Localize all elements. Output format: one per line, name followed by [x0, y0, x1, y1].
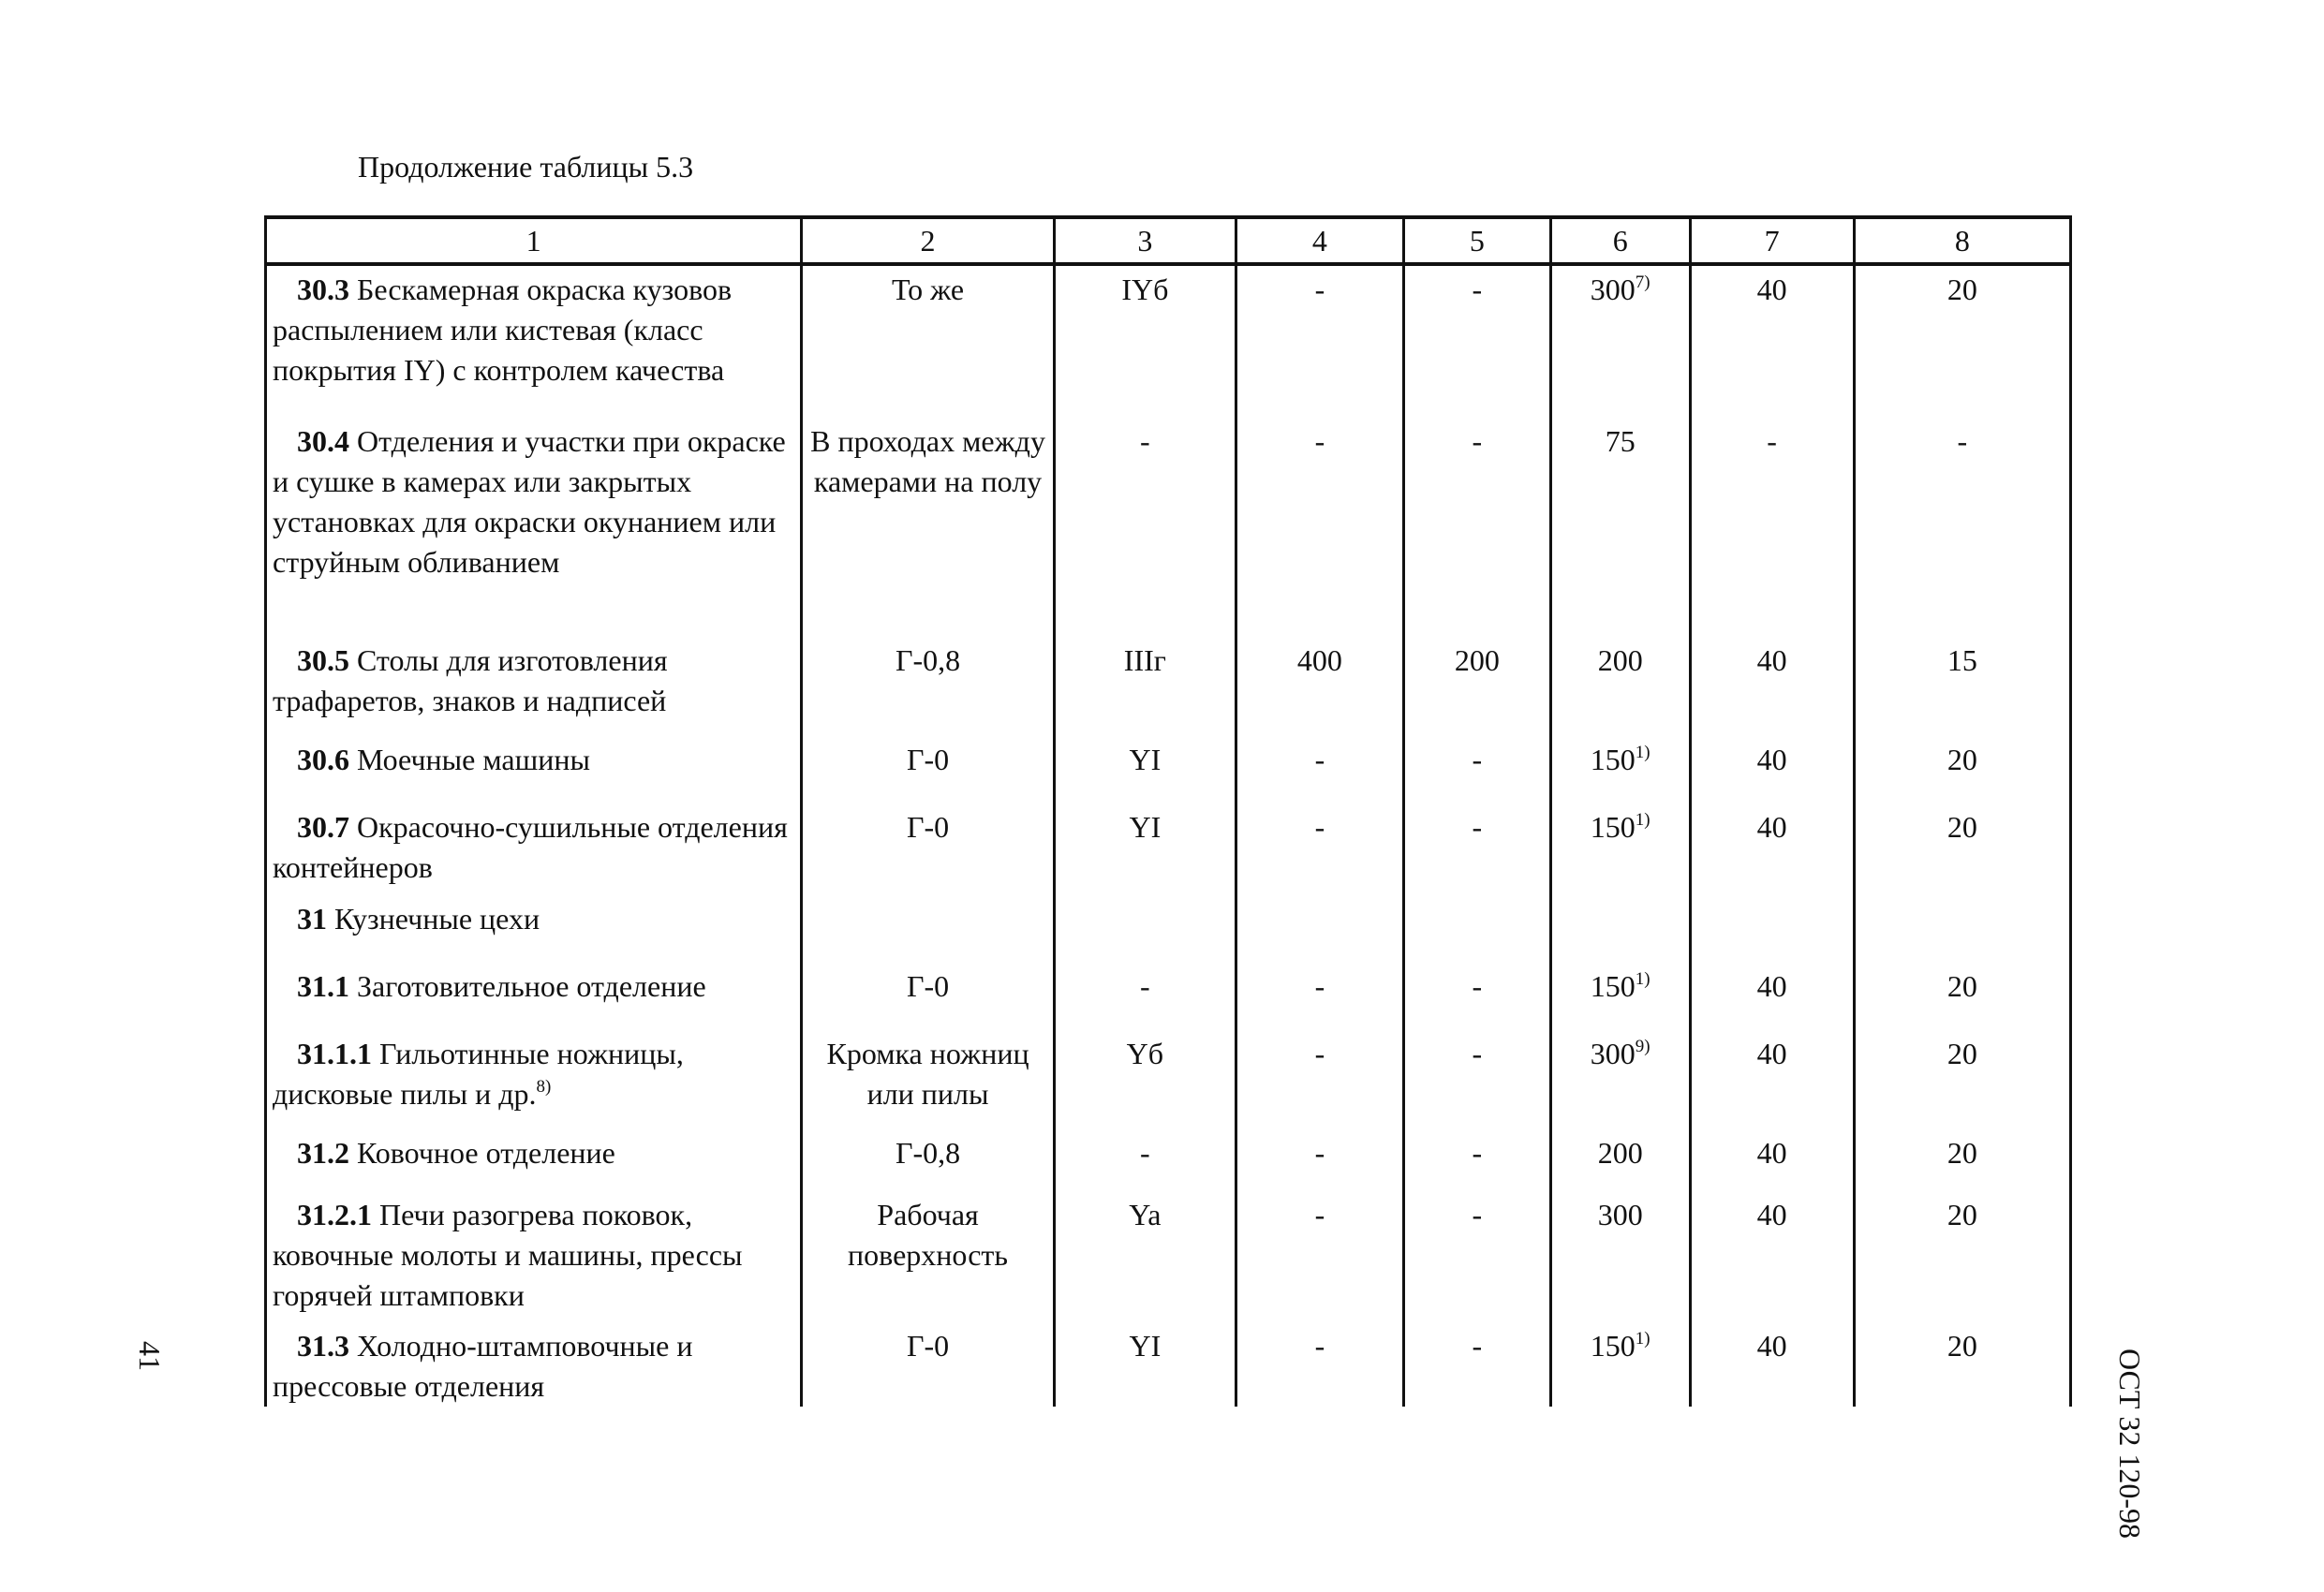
cell-col-6	[1550, 264, 1690, 418]
cell-col-7: 40	[1690, 1030, 1854, 1129]
value: 300	[1590, 1037, 1636, 1070]
cell-col-6	[1550, 895, 1690, 963]
cell-col-2: Г-0	[802, 963, 1055, 1030]
cell-col-6	[1550, 736, 1690, 803]
cell-col-8: 20	[1854, 1129, 2070, 1191]
value: 75	[1605, 424, 1636, 458]
cell-col-7: 40	[1690, 637, 1854, 736]
table-row	[266, 1191, 2071, 1322]
row-name-cell	[266, 637, 802, 736]
cell-col-4: 400	[1236, 637, 1403, 736]
table-row	[266, 637, 2071, 736]
item-number: 30.4	[297, 424, 349, 458]
cell-col-5: -	[1403, 803, 1550, 895]
cell-col-4: -	[1236, 1030, 1403, 1129]
cell-col-4: -	[1236, 803, 1403, 895]
cell-col-4: -	[1236, 1322, 1403, 1407]
lighting-norms-table	[264, 215, 2072, 1407]
cell-col-5: -	[1403, 264, 1550, 418]
footnote-mark: 1)	[1635, 1329, 1650, 1349]
header-row	[266, 217, 2071, 264]
value: 200	[1597, 1136, 1643, 1170]
value: 300	[1590, 273, 1636, 306]
table-caption: Продолжение таблицы 5.3	[358, 150, 694, 184]
cell-col-7: 40	[1690, 736, 1854, 803]
cell-col-5: 200	[1403, 637, 1550, 736]
cell-col-5	[1403, 895, 1550, 963]
section-row	[266, 895, 2071, 963]
row-name-cell	[266, 1191, 802, 1322]
cell-col-6	[1550, 1129, 1690, 1191]
table-row	[266, 1129, 2071, 1191]
cell-col-6	[1550, 1322, 1690, 1407]
cell-col-8: 20	[1854, 963, 2070, 1030]
cell-col-8: -	[1854, 418, 2070, 637]
cell-col-4: -	[1236, 264, 1403, 418]
item-text: Отделения и участки при окраске и сушке в камерах или закрытых установках для окраски окунанием или струйным обливанием	[273, 424, 786, 579]
cell-col-5: -	[1403, 1030, 1550, 1129]
cell-col-3: Ya	[1054, 1191, 1236, 1322]
value: 300	[1597, 1198, 1643, 1231]
header-col-7: 7	[1690, 217, 1854, 264]
header-col-2: 2	[802, 217, 1055, 264]
value: 150	[1590, 969, 1636, 1003]
cell-col-8: 20	[1854, 803, 2070, 895]
cell-col-3: Yб	[1054, 1030, 1236, 1129]
row-name-cell	[266, 803, 802, 895]
item-text: Ковочное отделение	[357, 1136, 615, 1170]
cell-col-8: 15	[1854, 637, 2070, 736]
cell-col-8: 20	[1854, 264, 2070, 418]
item-number: 30.6	[297, 743, 349, 776]
cell-col-6	[1550, 1191, 1690, 1322]
row-name-cell	[266, 418, 802, 637]
cell-col-2: Г-0,8	[802, 637, 1055, 736]
cell-col-7: 40	[1690, 963, 1854, 1030]
item-text: Холодно-штамповочные и прессовые отделения	[273, 1329, 693, 1403]
cell-col-4: -	[1236, 963, 1403, 1030]
item-text: Окрасочно-сушильные отделения контейнеров	[273, 810, 788, 884]
cell-col-8: 20	[1854, 736, 2070, 803]
cell-col-6	[1550, 418, 1690, 637]
row-name-cell	[266, 1322, 802, 1407]
footnote-mark: 1)	[1635, 969, 1650, 989]
item-number: 30.7	[297, 810, 349, 844]
cell-col-3	[1054, 895, 1236, 963]
cell-col-6	[1550, 803, 1690, 895]
row-name-cell	[266, 895, 802, 963]
cell-col-5: -	[1403, 1322, 1550, 1407]
cell-col-7	[1690, 895, 1854, 963]
item-text: Столы для изготовления трафаретов, знаков и надписей	[273, 643, 668, 717]
table-row	[266, 1030, 2071, 1129]
header-col-5: 5	[1403, 217, 1550, 264]
cell-col-3: -	[1054, 1129, 1236, 1191]
cell-col-3: -	[1054, 418, 1236, 637]
item-text: Моечные машины	[357, 743, 590, 776]
cell-col-2: Г-0	[802, 803, 1055, 895]
header-col-3: 3	[1054, 217, 1236, 264]
table-row	[266, 418, 2071, 637]
item-text: Гильотинные ножницы, дисковые пилы и др.	[273, 1037, 684, 1111]
item-number: 30.3	[297, 273, 349, 306]
cell-col-6	[1550, 1030, 1690, 1129]
item-number: 31	[297, 902, 327, 936]
cell-col-2: Г-0,8	[802, 1129, 1055, 1191]
table-row	[266, 736, 2071, 803]
cell-col-5: -	[1403, 736, 1550, 803]
item-text: Печи разогрева поковок, ковочные молоты и машины, прессы горячей штамповки	[273, 1198, 743, 1312]
item-number: 31.2	[297, 1136, 349, 1170]
cell-col-4	[1236, 895, 1403, 963]
item-number: 31.1.1	[297, 1037, 372, 1070]
footnote-mark: 9)	[1635, 1037, 1650, 1056]
item-text: Бескамерная окраска кузовов распылением или кистевая (класс покрытия IY) с контролем качества	[273, 273, 733, 387]
row-name-cell	[266, 736, 802, 803]
table-row	[266, 803, 2071, 895]
footnote-mark: 7)	[1635, 273, 1650, 292]
cell-col-4: -	[1236, 1129, 1403, 1191]
footnote-mark: 8)	[536, 1077, 552, 1097]
cell-col-8: 20	[1854, 1191, 2070, 1322]
cell-col-3: -	[1054, 963, 1236, 1030]
cell-col-5: -	[1403, 963, 1550, 1030]
item-text: Кузнечные цехи	[334, 902, 540, 936]
cell-col-5: -	[1403, 418, 1550, 637]
cell-col-2: То же	[802, 264, 1055, 418]
cell-col-4: -	[1236, 418, 1403, 637]
cell-col-4: -	[1236, 1191, 1403, 1322]
row-name-cell	[266, 963, 802, 1030]
header-col-6: 6	[1550, 217, 1690, 264]
cell-col-2: Г-0	[802, 1322, 1055, 1407]
item-number: 31.3	[297, 1329, 349, 1363]
cell-col-7: 40	[1690, 264, 1854, 418]
item-number: 31.2.1	[297, 1198, 372, 1231]
cell-col-7: 40	[1690, 1191, 1854, 1322]
footnote-mark: 1)	[1635, 810, 1650, 830]
cell-col-2: Рабочая поверхность	[802, 1191, 1055, 1322]
cell-col-4: -	[1236, 736, 1403, 803]
cell-col-3: YI	[1054, 1322, 1236, 1407]
value: 150	[1590, 743, 1636, 776]
table-row	[266, 1322, 2071, 1407]
footnote-mark: 1)	[1635, 743, 1650, 762]
value: 200	[1597, 643, 1643, 677]
cell-col-7: -	[1690, 418, 1854, 637]
item-number: 30.5	[297, 643, 349, 677]
table-row	[266, 264, 2071, 418]
cell-col-3: IYб	[1054, 264, 1236, 418]
cell-col-8	[1854, 895, 2070, 963]
row-name-cell	[266, 1030, 802, 1129]
table-row	[266, 963, 2071, 1030]
cell-col-3: YI	[1054, 803, 1236, 895]
cell-col-7: 40	[1690, 1129, 1854, 1191]
cell-col-2: Кромка ножниц или пилы	[802, 1030, 1055, 1129]
value: 150	[1590, 1329, 1636, 1363]
cell-col-2: В проходах между камерами на полу	[802, 418, 1055, 637]
cell-col-3: YI	[1054, 736, 1236, 803]
item-number: 31.1	[297, 969, 349, 1003]
cell-col-6	[1550, 963, 1690, 1030]
cell-col-5: -	[1403, 1129, 1550, 1191]
cell-col-8: 20	[1854, 1322, 2070, 1407]
cell-col-7: 40	[1690, 1322, 1854, 1407]
header-col-8: 8	[1854, 217, 2070, 264]
document-code: ОСТ 32 120-98	[2113, 1349, 2147, 1540]
page-number: 41	[133, 1341, 167, 1371]
cell-col-8: 20	[1854, 1030, 2070, 1129]
item-text: Заготовительное отделение	[357, 969, 706, 1003]
cell-col-2	[802, 895, 1055, 963]
row-name-cell	[266, 264, 802, 418]
cell-col-7: 40	[1690, 803, 1854, 895]
row-name-cell	[266, 1129, 802, 1191]
header-col-1: 1	[266, 217, 802, 264]
header-col-4: 4	[1236, 217, 1403, 264]
cell-col-3: IIIг	[1054, 637, 1236, 736]
cell-col-2: Г-0	[802, 736, 1055, 803]
cell-col-5: -	[1403, 1191, 1550, 1322]
cell-col-6	[1550, 637, 1690, 736]
value: 150	[1590, 810, 1636, 844]
